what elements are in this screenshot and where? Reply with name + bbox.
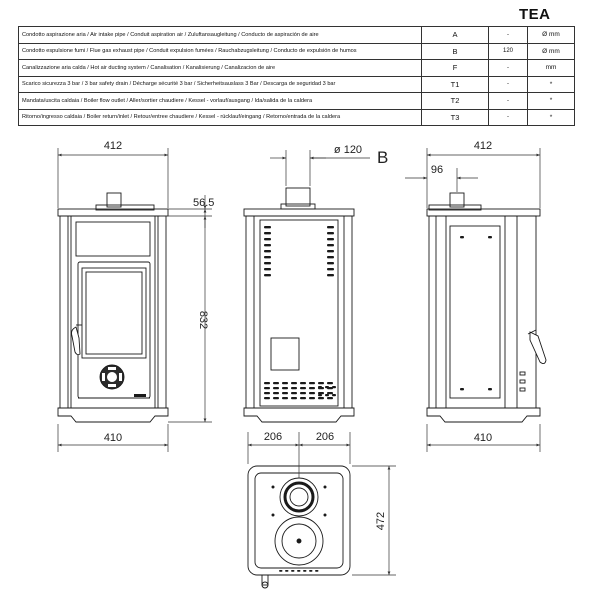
vent-slot bbox=[264, 232, 271, 234]
rear-inspection-plate bbox=[271, 338, 299, 370]
front-upper-panel bbox=[76, 222, 150, 256]
vent-slot bbox=[264, 274, 271, 276]
vent-slot bbox=[264, 256, 271, 258]
row-code: T2 bbox=[422, 93, 489, 110]
vent-slot bbox=[309, 387, 315, 389]
product-title: TEA bbox=[519, 6, 551, 23]
row-code: T3 bbox=[422, 109, 489, 126]
row-code: B bbox=[422, 43, 489, 60]
vent-slot bbox=[325, 386, 329, 388]
vent-slot bbox=[332, 394, 336, 396]
side-panel bbox=[450, 226, 500, 398]
row-unit: * bbox=[528, 76, 575, 93]
plan-rear-vents bbox=[279, 570, 319, 572]
rear-vent-slots bbox=[264, 226, 336, 399]
rear-body bbox=[246, 216, 352, 408]
row-description: Canalizzazione aria calda / Hot air ducting system / Canalisation / Kanalisierung / Canalizacion de aire bbox=[19, 60, 422, 77]
row-value: - bbox=[489, 27, 528, 44]
front-view bbox=[58, 193, 168, 422]
vent-slot bbox=[285, 570, 289, 572]
vent-slot bbox=[327, 226, 334, 228]
row-unit: mm bbox=[528, 60, 575, 77]
dim-front-height: 832 bbox=[197, 310, 209, 330]
vent-slot bbox=[325, 394, 329, 396]
vent-mark bbox=[488, 236, 492, 238]
row-value: - bbox=[489, 109, 528, 126]
vent-slot bbox=[303, 570, 307, 572]
row-value: - bbox=[489, 76, 528, 93]
rear-flue-pipe bbox=[286, 188, 310, 206]
side-base bbox=[427, 408, 540, 422]
vent-slot bbox=[309, 392, 315, 394]
vent-slot bbox=[309, 570, 313, 572]
vent-mark bbox=[488, 388, 492, 390]
vent-slot bbox=[264, 268, 271, 270]
row-unit: * bbox=[528, 93, 575, 110]
row-code: F bbox=[422, 60, 489, 77]
vent-slot bbox=[264, 244, 271, 246]
vent-slot bbox=[291, 392, 297, 394]
front-dimensions bbox=[58, 148, 215, 452]
side-vent-marks bbox=[460, 236, 492, 390]
vent-slot bbox=[291, 397, 297, 399]
vent-slot bbox=[300, 382, 306, 384]
vent-slot bbox=[264, 387, 270, 389]
vent-slot bbox=[327, 274, 334, 276]
row-description: Mandata/uscita caldaia / Boiler flow outlet / Aller/sortier chaudiere / Kessel - vorlauf/ausgang / Ida/salida de la caldera bbox=[19, 93, 422, 110]
vent-slot bbox=[327, 250, 334, 252]
vent-slot bbox=[309, 397, 315, 399]
door-handle bbox=[72, 327, 81, 355]
vent-slot bbox=[264, 382, 270, 384]
vent-slot bbox=[300, 397, 306, 399]
vent-slot bbox=[282, 397, 288, 399]
vent-slot bbox=[300, 387, 306, 389]
side-view bbox=[427, 193, 546, 422]
row-unit: Ø mm bbox=[528, 27, 575, 44]
row-description: Condotto aspirazione aria / Air intake pipe / Conduit aspiration air / Zuluftansaugleitung / Conducto de aspiración de aire bbox=[19, 27, 422, 44]
vent-slot bbox=[264, 397, 270, 399]
rear-view bbox=[244, 188, 354, 422]
row-value: - bbox=[489, 93, 528, 110]
row-code: A bbox=[422, 27, 489, 44]
dim-side-bottom-width: 410 bbox=[473, 432, 493, 444]
vent-slot bbox=[327, 256, 334, 258]
vent-slot bbox=[327, 392, 333, 394]
dim-side-offset: 96 bbox=[430, 164, 444, 176]
vent-slot bbox=[318, 386, 322, 388]
vent-slot bbox=[318, 392, 324, 394]
vent-slot bbox=[273, 387, 279, 389]
vent-slot bbox=[282, 392, 288, 394]
row-description: Scarico sicurezza 3 bar / 3 bar safety drain / Décharge sécurité 3 bar / Sicherheitsauslass 3 Bar / Descarga de seguridad 3 bar bbox=[19, 76, 422, 93]
vent-slot bbox=[309, 382, 315, 384]
vent-slot bbox=[264, 262, 271, 264]
vent-slot bbox=[332, 386, 336, 388]
vent-mark bbox=[460, 388, 464, 390]
row-description: Ritorno/ingresso caldaia / Boiler return/inlet / Retour/entree chaudiere / Kessel - rücklauf/eingang / Retorno/entrada de la caldera bbox=[19, 109, 422, 126]
vent-slot bbox=[264, 238, 271, 240]
vent-slot bbox=[327, 238, 334, 240]
front-glass bbox=[86, 272, 142, 354]
vent-slot bbox=[315, 570, 319, 572]
vent-slot bbox=[273, 392, 279, 394]
vent-slot bbox=[291, 387, 297, 389]
vent-mark bbox=[460, 236, 464, 238]
row-unit: * bbox=[528, 109, 575, 126]
vent-slot bbox=[264, 250, 271, 252]
vent-slot bbox=[264, 226, 271, 228]
vent-slot bbox=[282, 387, 288, 389]
vent-slot bbox=[279, 570, 283, 572]
side-handle bbox=[530, 332, 546, 364]
dim-front-top-width: 412 bbox=[103, 140, 123, 152]
row-description: Condotto espulsione fumi / Flue gas exhaust pipe / Conduit expulsion fumées / Rauchabzugsleitung / Conducto de expulsión de humos bbox=[19, 43, 422, 60]
dim-side-top-width: 412 bbox=[473, 140, 493, 152]
vent-slot bbox=[327, 382, 333, 384]
vent-slot bbox=[327, 232, 334, 234]
vent-slot bbox=[282, 382, 288, 384]
vent-slot bbox=[327, 397, 333, 399]
vent-slot bbox=[327, 262, 334, 264]
vent-slot bbox=[327, 244, 334, 246]
row-unit: Ø mm bbox=[528, 43, 575, 60]
side-body bbox=[429, 216, 536, 408]
front-glass-frame bbox=[82, 268, 146, 358]
vent-slot bbox=[273, 397, 279, 399]
side-dimensions bbox=[405, 148, 540, 452]
plan-flue-ring bbox=[285, 483, 313, 511]
vent-slot bbox=[273, 382, 279, 384]
row-code: T1 bbox=[422, 76, 489, 93]
logo-plate bbox=[134, 394, 146, 397]
vent-slot bbox=[327, 268, 334, 270]
vent-slot bbox=[264, 392, 270, 394]
plan-dimensions bbox=[248, 432, 396, 575]
dim-plan-right: 206 bbox=[315, 431, 335, 443]
dim-plan-depth: 472 bbox=[375, 511, 387, 531]
vent-slot bbox=[300, 392, 306, 394]
rear-top-plate bbox=[244, 209, 354, 216]
vent-slot bbox=[318, 397, 324, 399]
vent-slot bbox=[318, 394, 322, 396]
vent-slot bbox=[291, 382, 297, 384]
plan-inner bbox=[255, 473, 343, 568]
dim-front-offset: 56.5 bbox=[193, 197, 215, 209]
vent-slot bbox=[297, 570, 301, 572]
vent-slot bbox=[291, 570, 295, 572]
dim-front-bottom-width: 410 bbox=[103, 432, 123, 444]
dim-plan-left: 206 bbox=[263, 431, 283, 443]
plan-view bbox=[248, 466, 350, 588]
rear-panel bbox=[260, 220, 338, 406]
label-flue-b: B bbox=[377, 148, 389, 167]
row-value: 120 bbox=[489, 43, 528, 60]
vent-slot bbox=[318, 382, 324, 384]
front-base bbox=[58, 408, 168, 422]
dim-rear-flue-diameter: ø 120 bbox=[333, 144, 363, 156]
row-value: - bbox=[489, 60, 528, 77]
rear-base bbox=[244, 408, 354, 422]
